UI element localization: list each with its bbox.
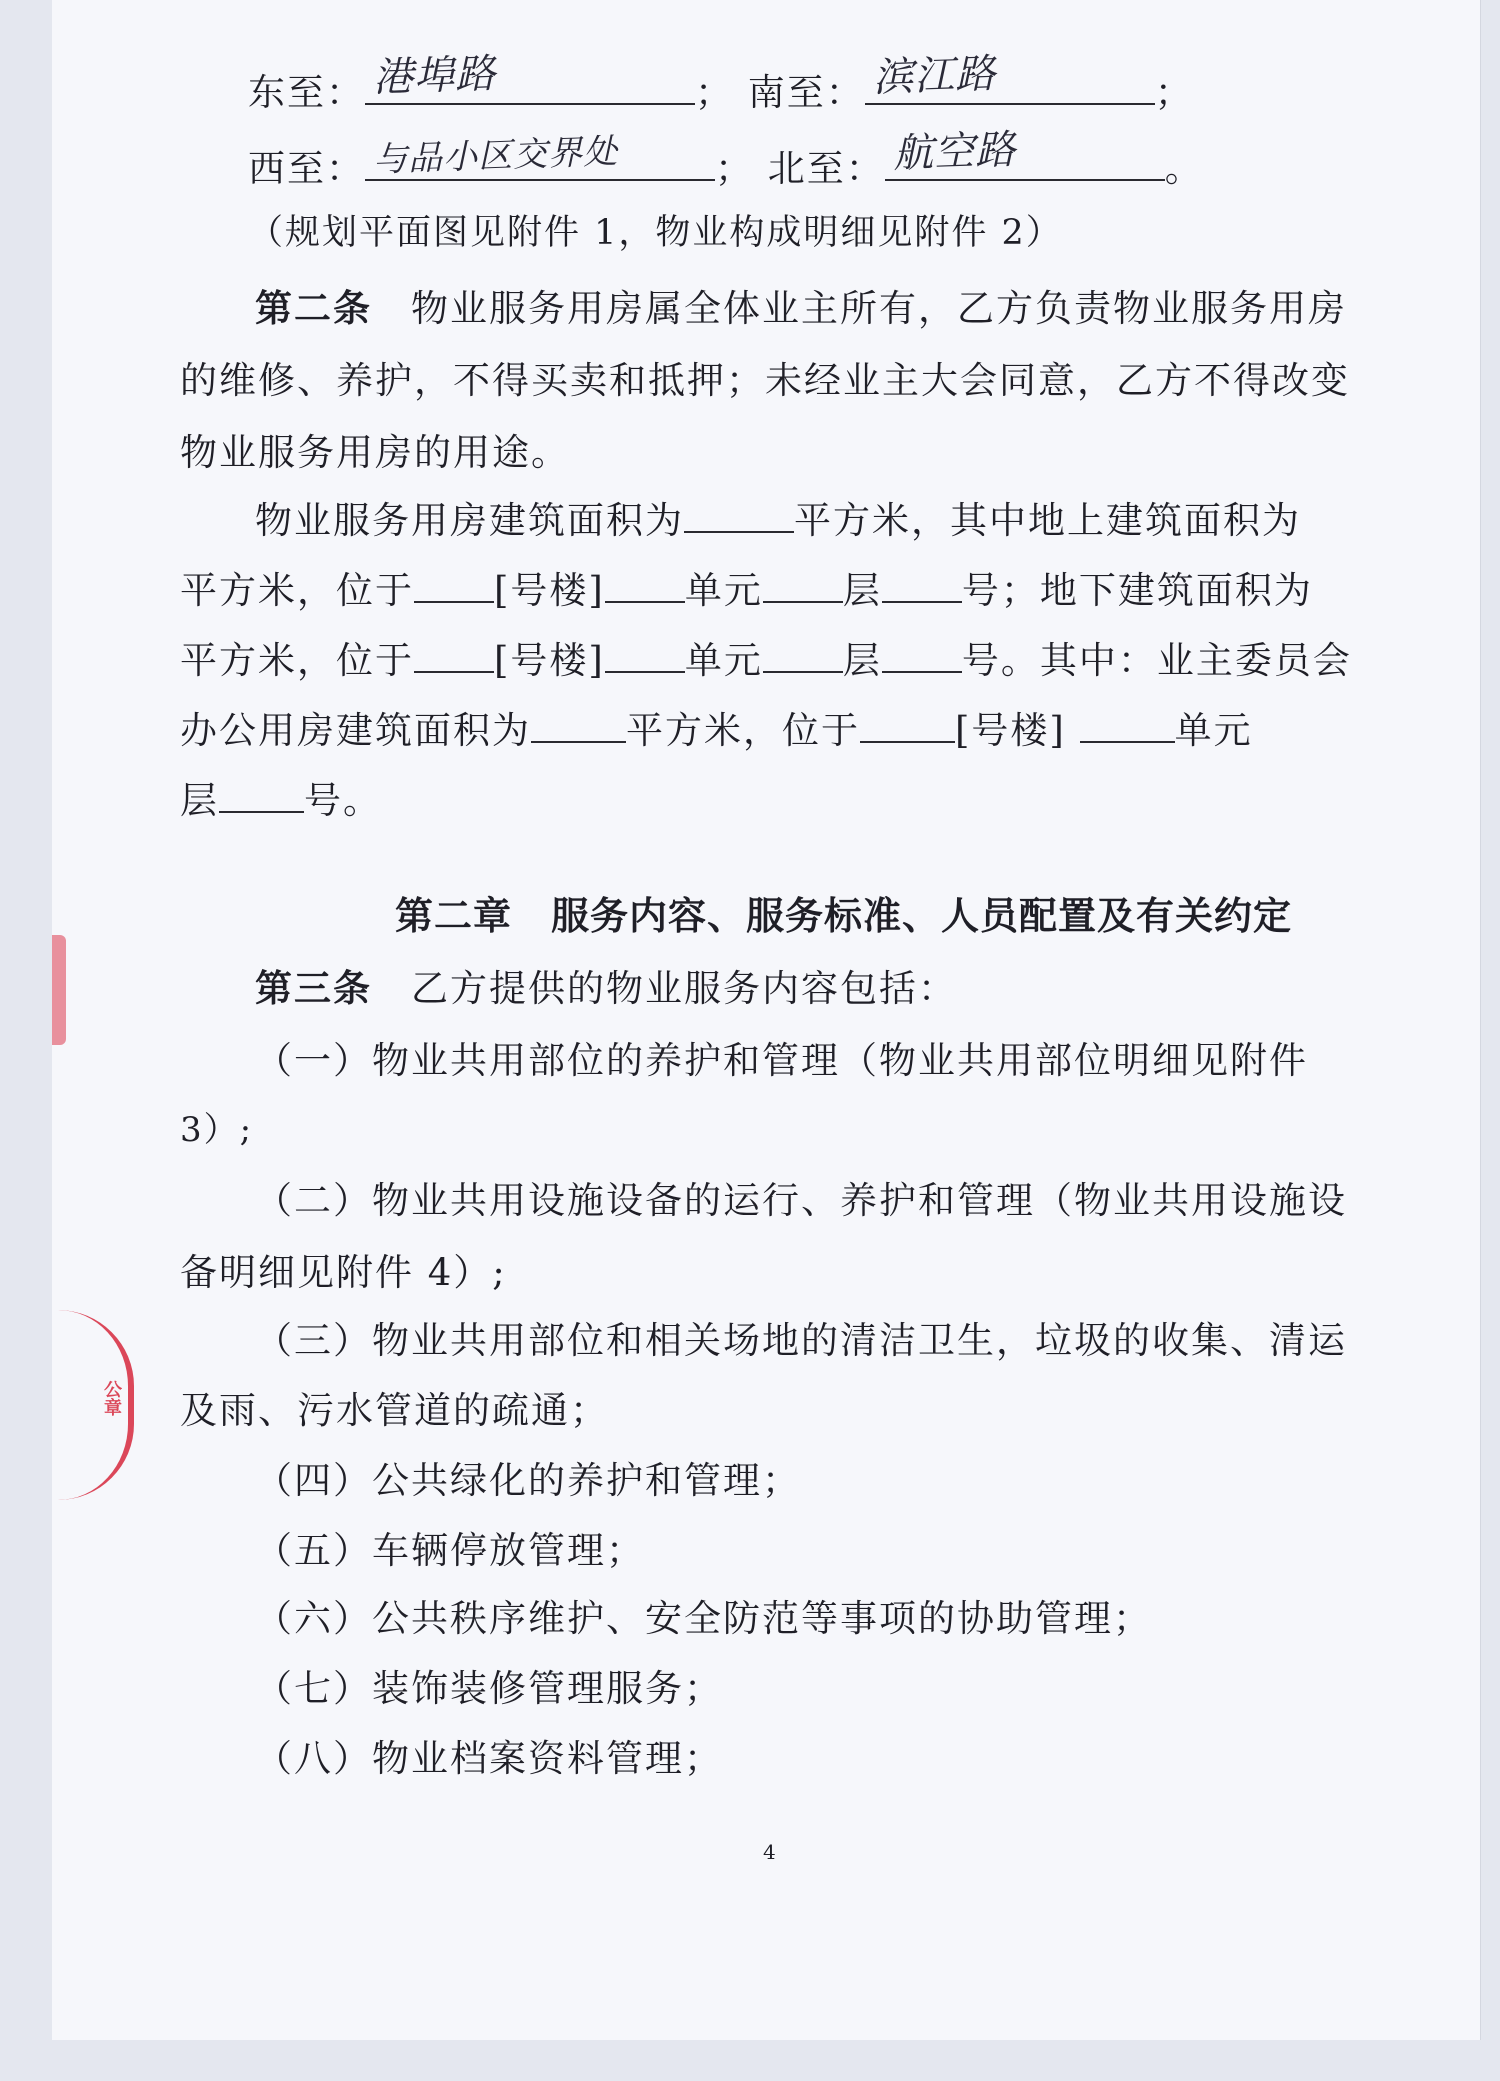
text: 单元 xyxy=(684,569,763,612)
article3-intro xyxy=(255,958,957,1012)
list-item: （五）车辆停放管理； xyxy=(255,1529,645,1572)
text: 号。其中：业主委员会 xyxy=(961,639,1352,682)
sep: ； xyxy=(715,147,754,190)
chapter-heading: 第二章 服务内容、服务标准、人员配置及有关约定 xyxy=(395,894,1293,938)
blank[interactable] xyxy=(414,638,494,673)
text: 单元 xyxy=(684,639,763,682)
west-field xyxy=(365,131,715,181)
blank[interactable] xyxy=(531,708,626,743)
area-line4 xyxy=(180,700,1253,754)
boundary-line-west-north xyxy=(248,126,1204,192)
text: 物业服务用房建筑面积为 xyxy=(255,499,684,542)
list-item: 及雨、污水管道的疏通； xyxy=(180,1389,609,1432)
list-item: （六）公共秩序维护、安全防范等事项的协助管理； xyxy=(255,1597,1152,1640)
text: 层 xyxy=(842,569,882,612)
end-mark: 。 xyxy=(1164,147,1204,190)
blank[interactable] xyxy=(882,638,962,673)
text: [号楼] xyxy=(955,709,1066,752)
article3-text: 乙方提供的物业服务内容包括： xyxy=(411,967,957,1010)
text: 平方米，位于 xyxy=(180,639,414,682)
article2-heading: 第二条 xyxy=(255,287,372,330)
blank[interactable] xyxy=(763,568,843,603)
list-item: （八）物业档案资料管理； xyxy=(255,1737,723,1780)
article2-line2: 的维修、养护，不得买卖和抵押；未经业主大会同意，乙方不得改变 xyxy=(180,359,1350,402)
text: 层 xyxy=(180,779,219,822)
sep: ； xyxy=(1154,71,1194,114)
area-line5 xyxy=(180,770,382,824)
blank[interactable] xyxy=(860,708,955,743)
south-field xyxy=(865,50,1155,105)
west-handwritten: 与品小区交界处 xyxy=(372,131,619,181)
page-number: 4 xyxy=(763,1840,776,1864)
list-item: 3）; xyxy=(180,1110,254,1150)
area-line1 xyxy=(255,490,1301,544)
text: 号；地下建筑面积为 xyxy=(961,569,1313,612)
blank[interactable] xyxy=(1080,708,1175,743)
north-handwritten: 航空路 xyxy=(892,126,1017,178)
list-item: （四）公共绿化的养护和管理； xyxy=(255,1459,801,1502)
article2-line1 xyxy=(255,278,1347,332)
south-label: 南至： xyxy=(747,71,865,114)
list-item: （三）物业共用部位和相关场地的清洁卫生，垃圾的收集、清运 xyxy=(255,1319,1347,1362)
area-line2 xyxy=(180,560,1313,614)
blank[interactable] xyxy=(605,568,685,603)
text: 平方米，其中地上建筑面积为 xyxy=(794,499,1301,542)
list-item: （一）物业共用部位的养护和管理（物业共用部位明细见附件 xyxy=(255,1039,1308,1082)
east-label: 东至： xyxy=(248,71,365,114)
south-handwritten: 滨江路 xyxy=(872,50,997,102)
blank[interactable] xyxy=(763,638,843,673)
seal-fragment-top xyxy=(52,935,66,1045)
list-item: （七）装饰装修管理服务； xyxy=(255,1667,723,1710)
sep: ； xyxy=(695,71,734,114)
text: 办公用房建筑面积为 xyxy=(180,709,531,752)
text: [号楼] xyxy=(494,639,605,682)
north-field xyxy=(885,126,1165,181)
article3-heading: 第三条 xyxy=(255,967,372,1010)
area-line3 xyxy=(180,630,1352,684)
east-field xyxy=(365,50,695,105)
north-label: 北至： xyxy=(767,147,885,190)
text: 平方米，位于 xyxy=(180,569,414,612)
boundary-line-east-south xyxy=(248,50,1194,116)
blank[interactable] xyxy=(219,778,304,813)
attachment-note: （规划平面图见附件 1，物业构成明细见附件 2） xyxy=(248,213,1063,253)
article2-text: 物业服务用房属全体业主所有，乙方负责物业服务用房 xyxy=(411,287,1347,330)
blank[interactable] xyxy=(684,498,794,533)
blank[interactable] xyxy=(414,568,494,603)
list-item: 备明细见附件 4）; xyxy=(180,1251,507,1294)
west-label: 西至： xyxy=(248,147,365,190)
article2-line3: 物业服务用房的用途。 xyxy=(180,431,570,474)
east-handwritten: 港埠路 xyxy=(372,50,497,102)
blank[interactable] xyxy=(605,638,685,673)
text: 单元 xyxy=(1174,709,1253,752)
text: [号楼] xyxy=(494,569,605,612)
text: 平方米，位于 xyxy=(626,709,860,752)
text: 层 xyxy=(842,639,882,682)
red-seal-stamp: 公章 xyxy=(58,1310,134,1500)
list-item: （二）物业共用设施设备的运行、养护和管理（物业共用设施设 xyxy=(255,1179,1347,1222)
text: 号。 xyxy=(304,779,382,822)
blank[interactable] xyxy=(882,568,962,603)
